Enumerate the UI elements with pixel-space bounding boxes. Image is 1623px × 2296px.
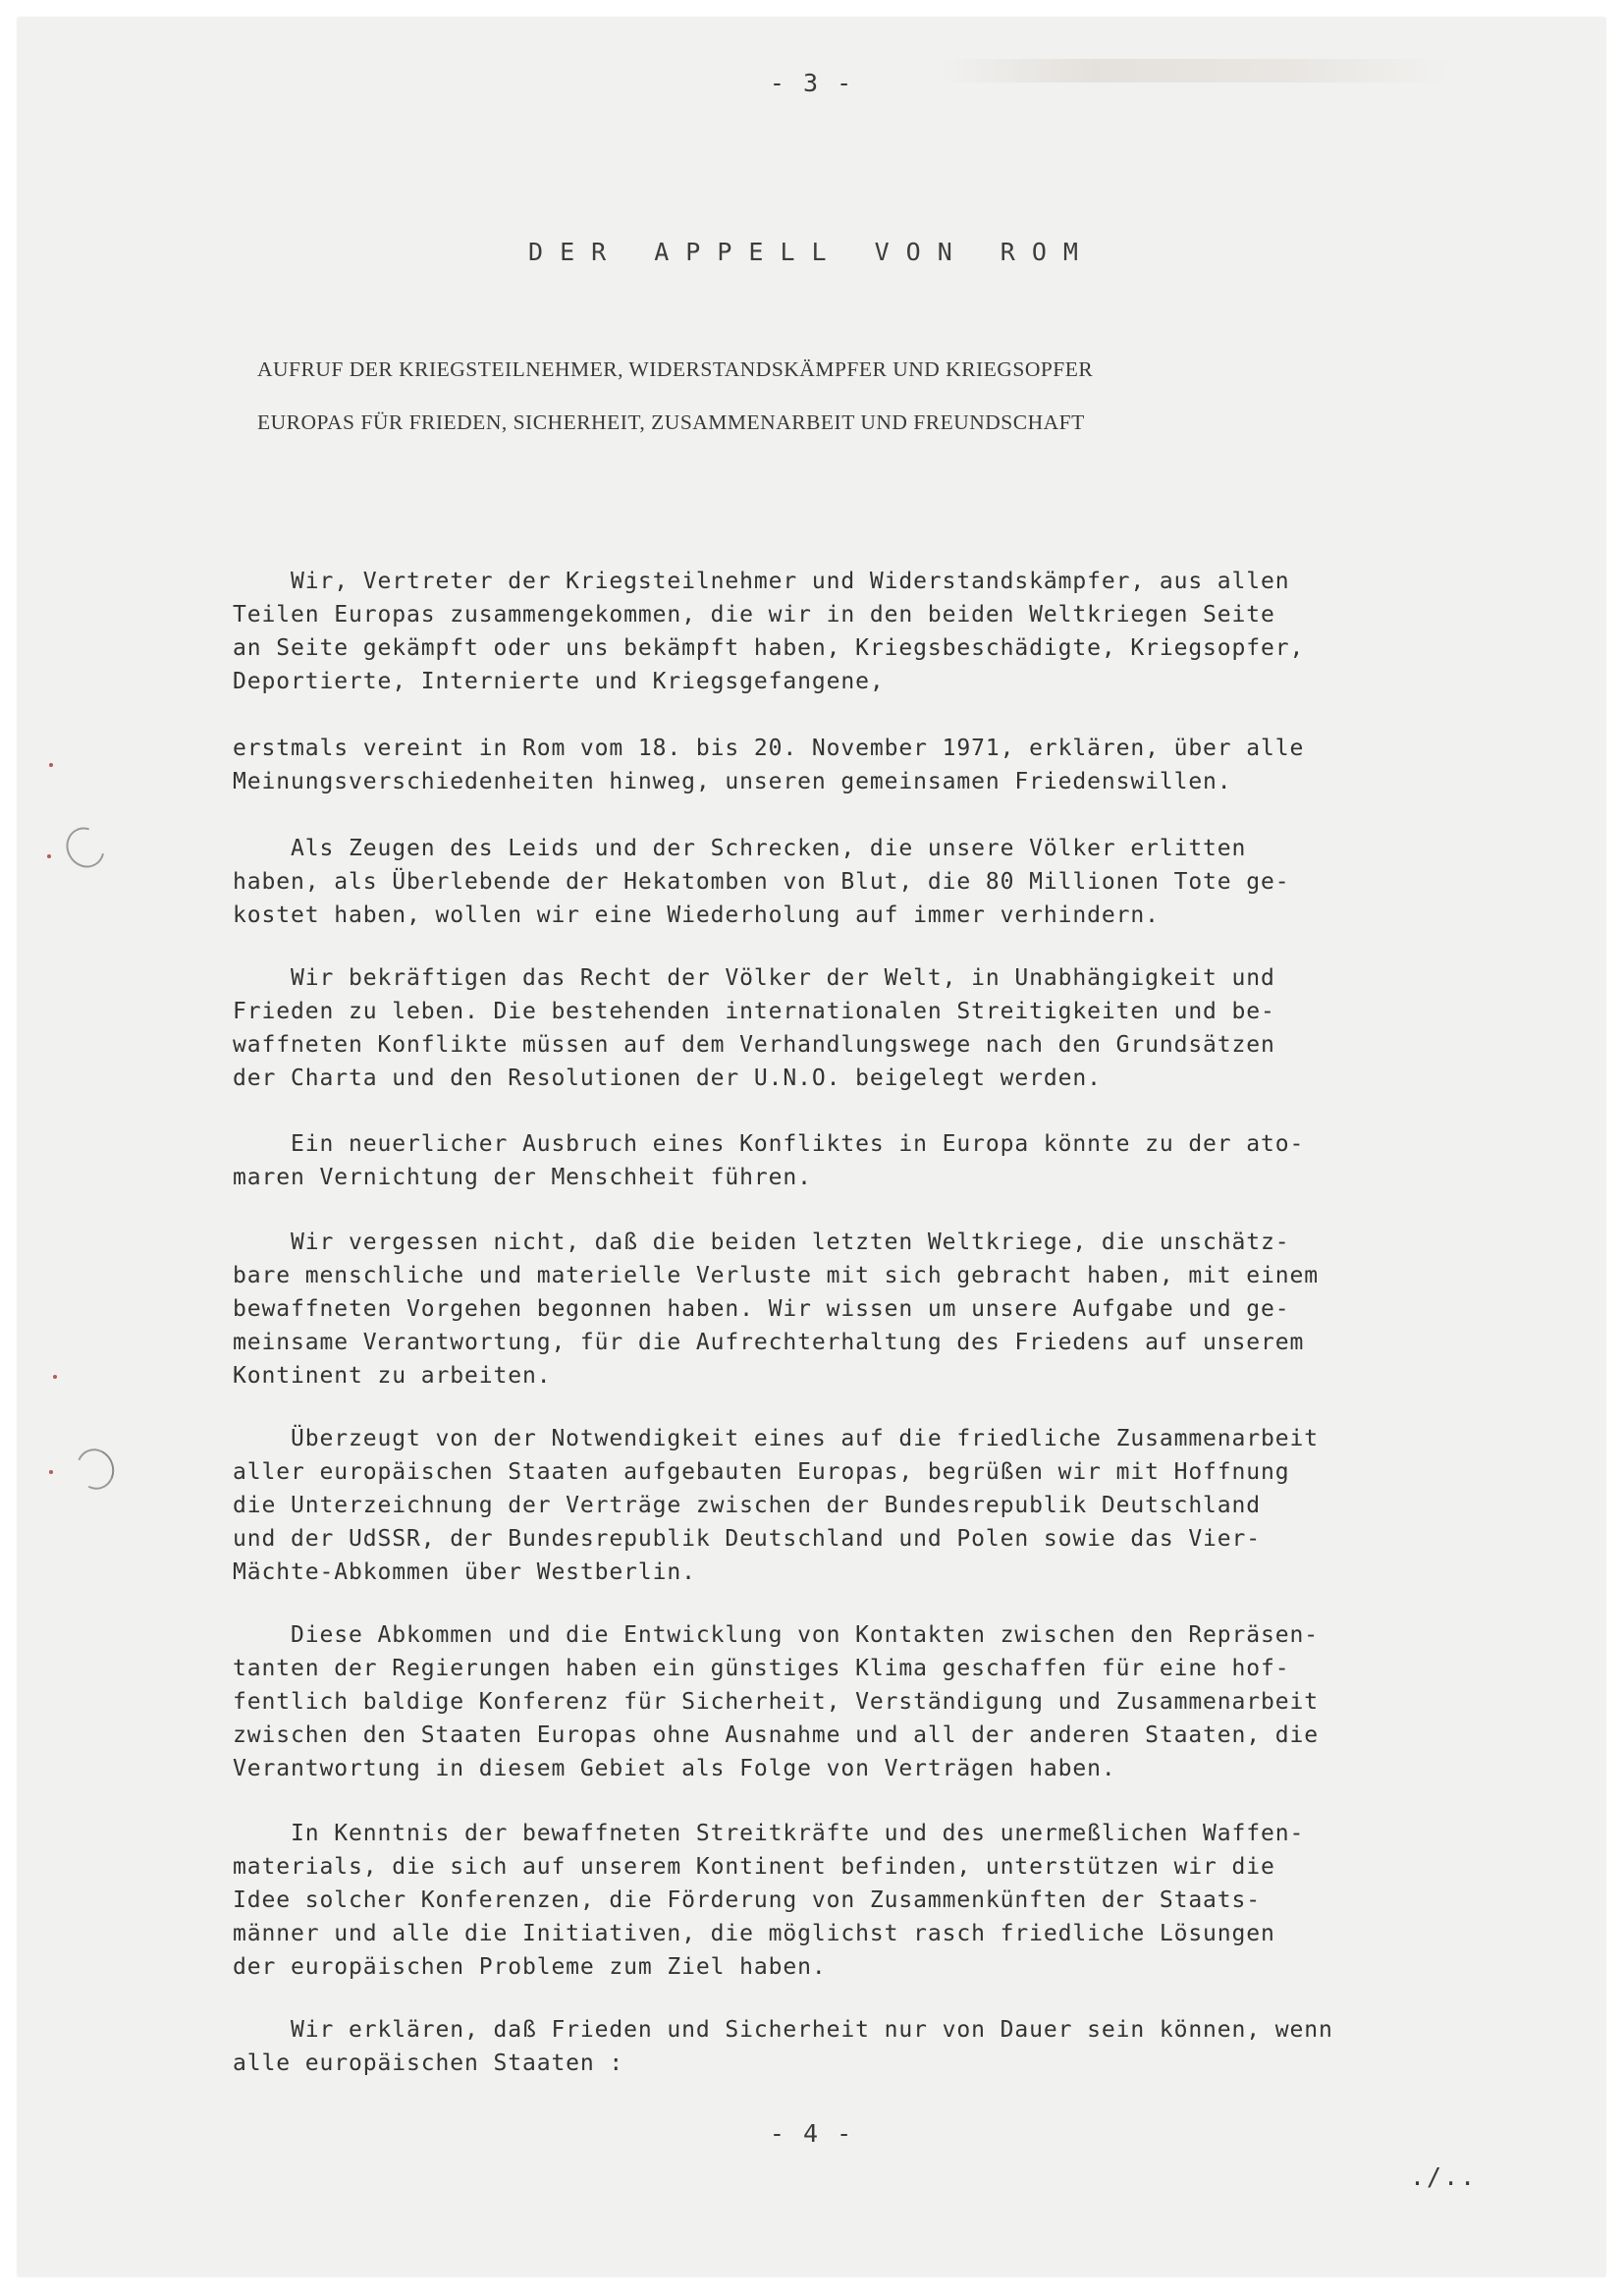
document-page [18,18,1605,2276]
text-line: der Charta und den Resolutionen der U.N.O. beigelegt werden. [233,1066,1102,1091]
text-line: alle europäischen Staaten : [233,2050,624,2076]
paragraph-text [233,961,1480,1095]
text-line: waffneten Konflikte müssen auf dem Verhandlungswege nach den Grundsätzen [233,1032,1275,1058]
text-line: Mächte-Abkommen über Westberlin. [233,1559,696,1585]
ink-dot [49,763,53,767]
paragraph-3 [233,832,1480,932]
paragraph-1 [233,565,1480,698]
text-line: Verantwortung in diesem Gebiet als Folge von Verträgen haben. [233,1756,1116,1781]
paragraph-5 [233,1127,1480,1194]
page-number-bottom: - 4 - [769,2119,854,2148]
text-line: Frieden zu leben. Die bestehenden internationalen Streitigkeiten und be- [233,999,1275,1024]
paragraph-text [233,1817,1480,1984]
text-line: bare menschliche und materielle Verluste mit sich gebracht haben, mit einem [233,1263,1320,1288]
text-line: und der UdSSR, der Bundesrepublik Deutschland und Polen sowie das Vier- [233,1526,1262,1552]
text-line: Deportierte, Internierte und Kriegsgefangene, [233,669,885,694]
paragraph-text [233,2013,1480,2080]
text-line: bewaffneten Vorgehen begonnen haben. Wir wissen um unsere Aufgabe und ge- [233,1296,1290,1322]
paragraph-10 [233,2013,1480,2080]
page-number-top: - 3 - [769,69,854,97]
document-title: DER APPELL VON ROM [528,238,1095,266]
subtitle-line-2: EUROPAS FÜR FRIEDEN, SICHERHEIT, ZUSAMMENARBEIT UND FREUNDSCHAFT [257,410,1085,434]
paragraph-text [233,1422,1480,1589]
text-line: kostet haben, wollen wir eine Wiederholung auf immer verhindern. [233,902,1160,928]
text-line: In Kenntnis der bewaffneten Streitkräfte und des unermeßlichen Waffen- [233,1821,1305,1846]
paragraph-text [233,1226,1480,1393]
paragraph-2 [233,732,1480,798]
paragraph-text [233,1618,1480,1785]
paragraph-4 [233,961,1480,1095]
text-line: Meinungsverschiedenheiten hinweg, unseren gemeinsamen Friedenswillen. [233,769,1232,794]
text-line: Wir, Vertreter der Kriegsteilnehmer und Widerstandskämpfer, aus allen [233,569,1290,594]
text-line: männer und alle die Initiativen, die möglichst rasch friedliche Lösungen [233,1921,1275,1946]
text-line: die Unterzeichnung der Verträge zwischen der Bundesrepublik Deutschland [233,1493,1262,1518]
text-line: Kontinent zu arbeiten. [233,1363,552,1389]
paragraph-6 [233,1226,1480,1393]
text-line: tanten der Regierungen haben ein günstiges Klima geschaffen für eine hof- [233,1656,1290,1681]
text-line: erstmals vereint in Rom vom 18. bis 20. November 1971, erklären, über alle [233,736,1305,761]
text-line: materials, die sich auf unserem Kontinent befinden, unterstützen wir die [233,1854,1275,1880]
text-line: Teilen Europas zusammengekommen, die wir in den beiden Weltkriegen Seite [233,602,1275,628]
text-line: maren Vernichtung der Menschheit führen. [233,1165,812,1190]
text-line: zwischen den Staaten Europas ohne Ausnahme und all der anderen Staaten, die [233,1722,1320,1748]
text-line: an Seite gekämpft oder uns bekämpft haben, Kriegsbeschädigte, Kriegsopfer, [233,635,1305,661]
text-line: der europäischen Probleme zum Ziel haben. [233,1954,827,1980]
ink-dot [53,1375,57,1379]
text-line: Diese Abkommen und die Entwicklung von Kontakten zwischen den Repräsen- [233,1622,1320,1648]
paragraph-text [233,1127,1480,1194]
paragraph-8 [233,1618,1480,1785]
paragraph-9 [233,1817,1480,1984]
continuation-mark: ./.. [1410,2162,1478,2191]
text-line: aller europäischen Staaten aufgebauten Europas, begrüßen wir mit Hoffnung [233,1459,1290,1485]
text-line: Wir vergessen nicht, daß die beiden letzten Weltkriege, die unschätz- [233,1230,1290,1255]
text-line: Wir bekräftigen das Recht der Völker der Welt, in Unabhängigkeit und [233,965,1275,991]
text-line: fentlich baldige Konferenz für Sicherheit, Verständigung und Zusammenarbeit [233,1689,1320,1715]
text-line: Wir erklären, daß Frieden und Sicherheit nur von Dauer sein können, wenn [233,2017,1333,2043]
ink-dot [49,1470,53,1474]
text-line: Als Zeugen des Leids und der Schrecken, die unsere Völker erlitten [233,836,1247,861]
subtitle-line-1: AUFRUF DER KRIEGSTEILNEHMER, WIDERSTANDSKÄMPFER UND KRIEGSOPFER [257,357,1094,381]
text-line: haben, als Überlebende der Hekatomben von Blut, die 80 Millionen Tote ge- [233,869,1290,895]
text-line: meinsame Verantwortung, für die Aufrechterhaltung des Friedens auf unserem [233,1330,1305,1355]
paragraph-text [233,732,1480,798]
text-line: Idee solcher Konferenzen, die Förderung von Zusammenkünften der Staats- [233,1887,1262,1913]
paragraph-text [233,832,1480,932]
text-line: Überzeugt von der Notwendigkeit eines auf die friedliche Zusammenarbeit [233,1426,1320,1451]
ink-dot [47,854,51,858]
text-line: Ein neuerlicher Ausbruch eines Konfliktes in Europa könnte zu der ato- [233,1131,1305,1157]
paragraph-7 [233,1422,1480,1589]
paragraph-text [233,565,1480,698]
